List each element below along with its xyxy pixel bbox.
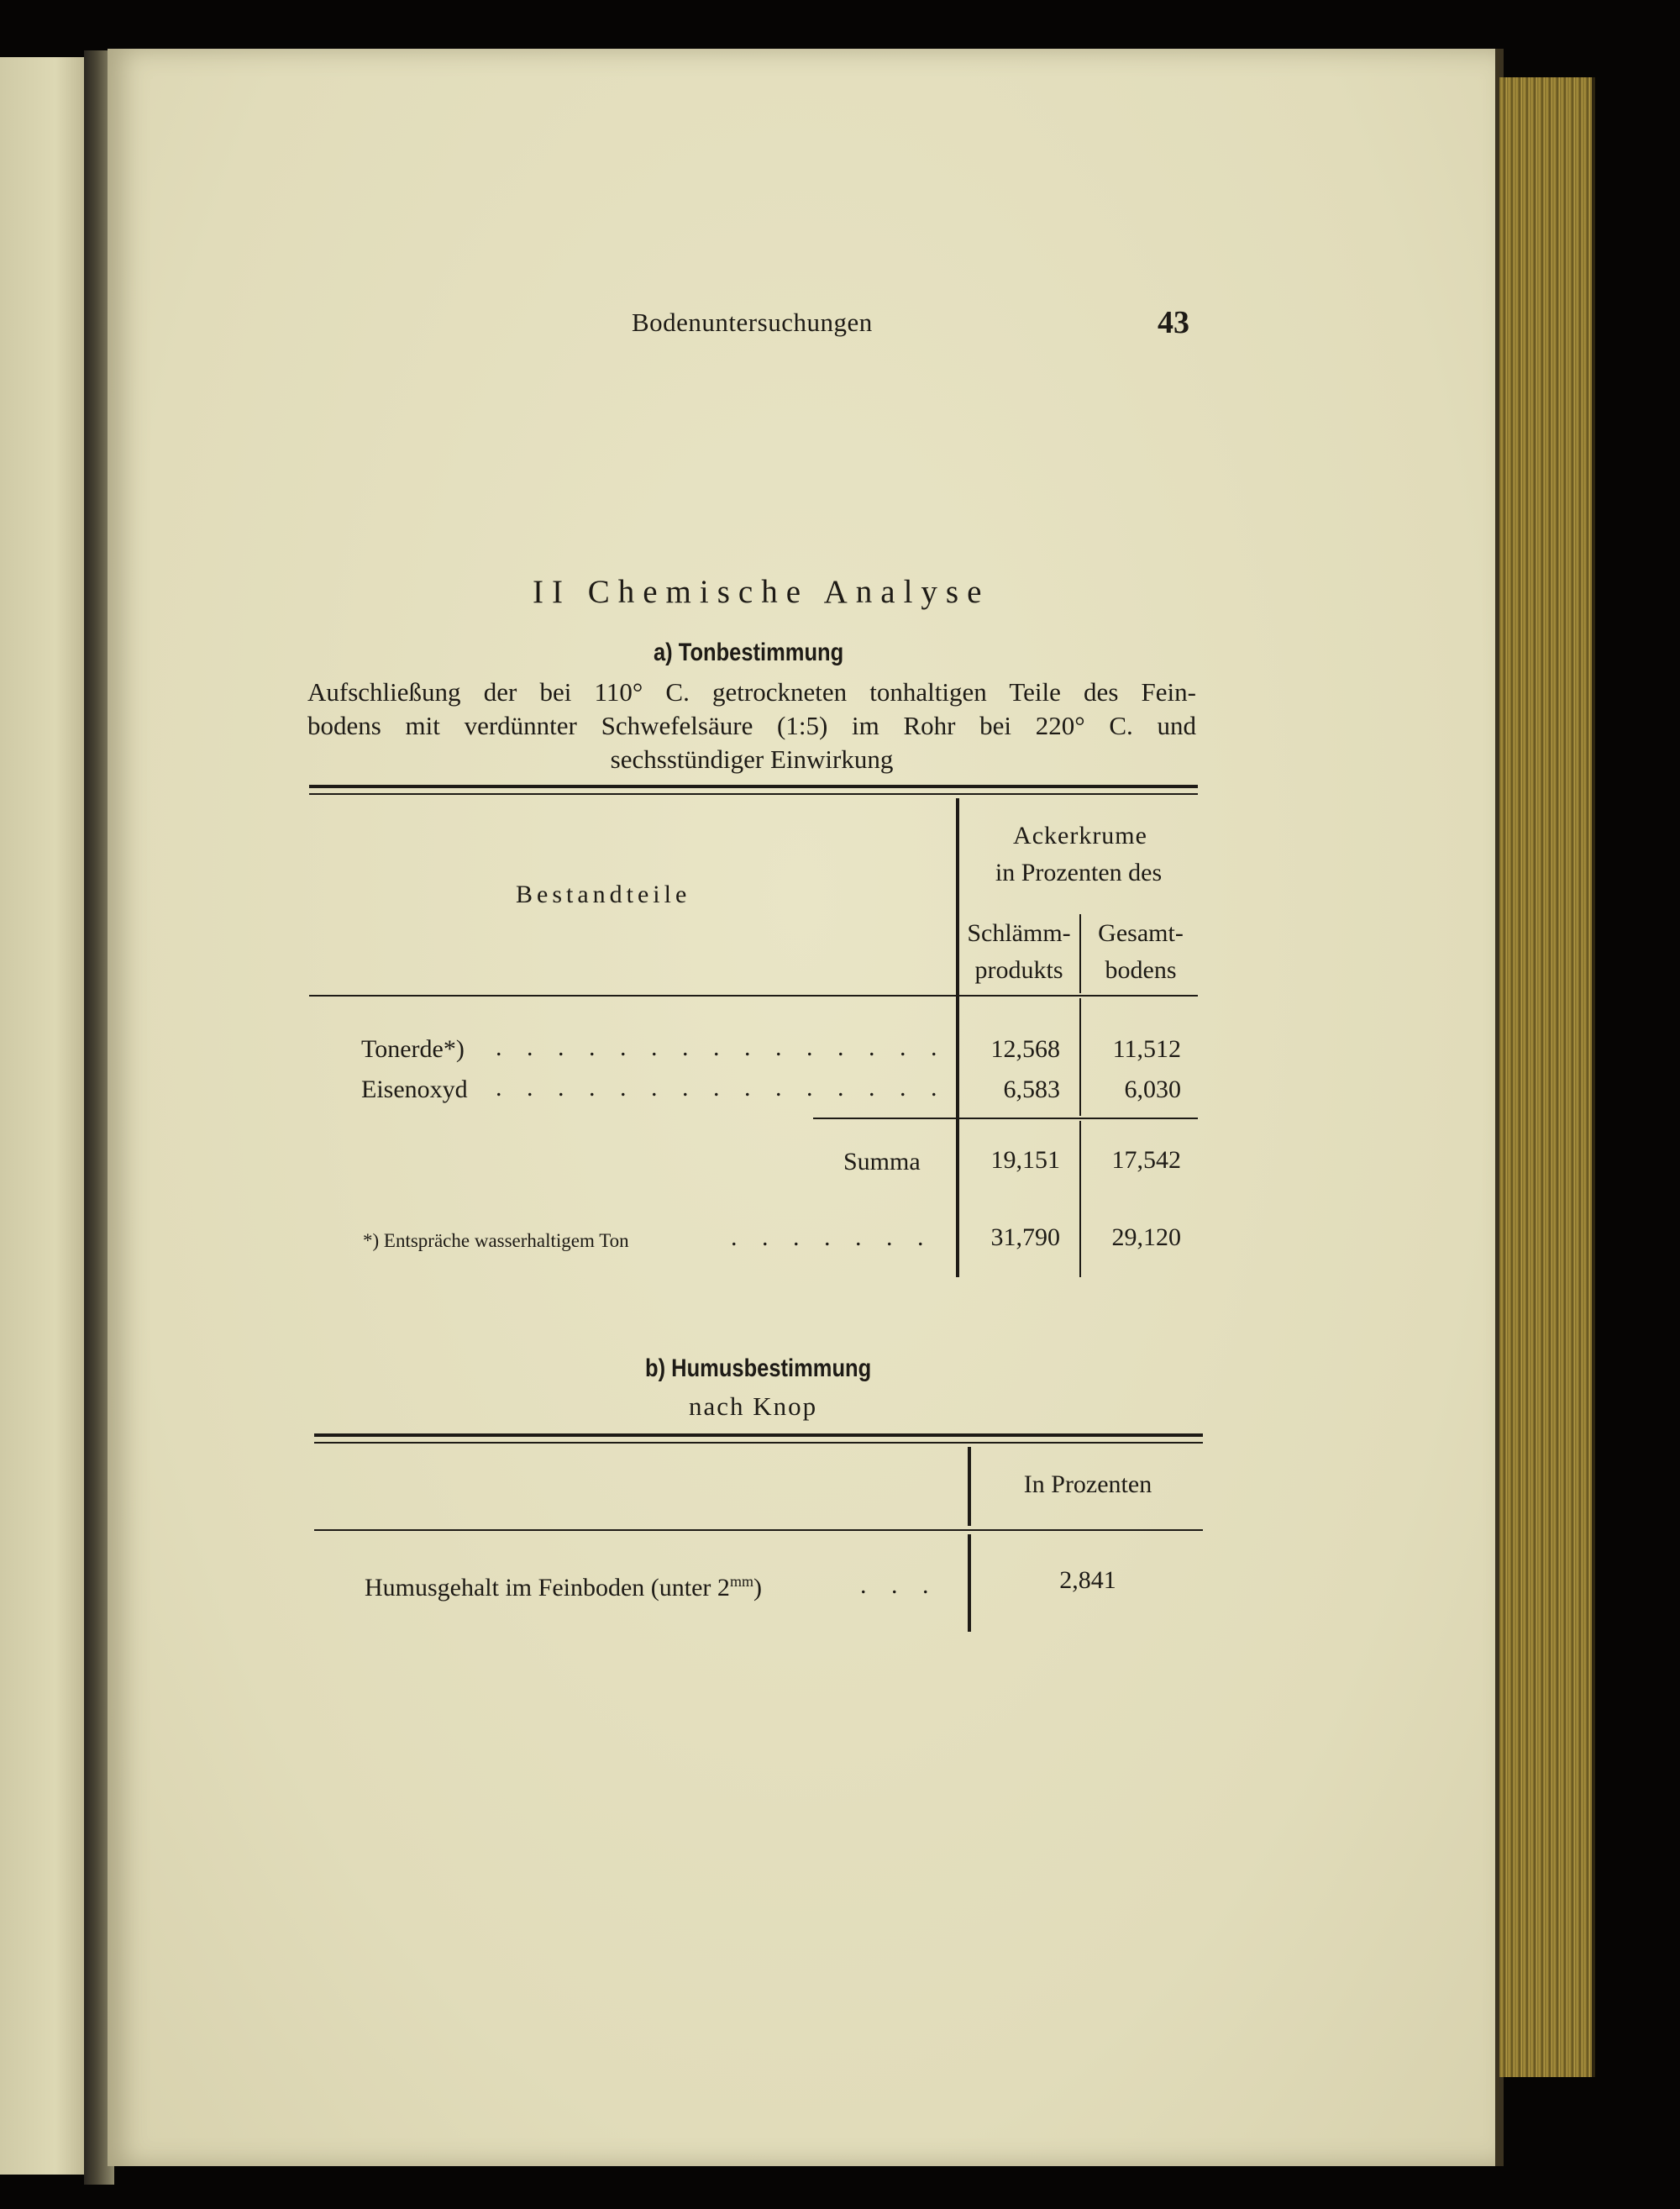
page-stack-edges	[1499, 77, 1595, 2077]
tonbestimmung-intro	[307, 676, 1196, 776]
column-group-header: Ackerkrume	[1013, 822, 1147, 849]
column-rule	[1079, 1121, 1081, 1277]
row-label-text: Humusgehalt im Feinboden (unter 2	[365, 1574, 730, 1602]
column-rule	[968, 1534, 971, 1632]
table-top-rule	[314, 1433, 1203, 1437]
sum-label: Summa	[843, 1148, 921, 1176]
value-gesamt: 11,512	[1112, 1035, 1181, 1063]
row-label	[365, 1573, 762, 1602]
facing-page-edge	[0, 57, 92, 2175]
row-label: Tonerde*)	[361, 1035, 465, 1063]
value-schlaemm: 12,568	[990, 1035, 1060, 1063]
value-humus: 2,841	[1059, 1566, 1116, 1594]
table-top-rule	[314, 1442, 1203, 1444]
header-rule	[309, 995, 1198, 997]
section-title: II Chemische Analyse	[533, 574, 990, 610]
column-header-gesamt: bodens	[1105, 956, 1177, 984]
tonbestimmung-heading: a) Tonbestimmung	[654, 639, 844, 666]
column-header-schlaemm: Schlämm-	[967, 919, 1071, 947]
humusbestimmung-heading: b) Humusbestimmung	[645, 1354, 872, 1382]
unit-superscript: mm	[729, 1573, 753, 1590]
column-group-subheader: in Prozenten des	[995, 859, 1163, 886]
footnote-label: *) Entspräche wasserhaltigem Ton	[363, 1230, 629, 1251]
leader-dots: . . . . . . . . . . . . . . .	[496, 1033, 947, 1061]
header-rule	[314, 1529, 1203, 1531]
sum-rule	[813, 1118, 1198, 1119]
column-header-prozent: In Prozenten	[1023, 1470, 1152, 1498]
column-header-bestandteile: Bestandteile	[516, 881, 691, 908]
leader-dots: . . . . . . . . . . . . . . .	[496, 1074, 947, 1102]
page	[108, 49, 1495, 2166]
running-head: Bodenuntersuchungen	[632, 308, 873, 337]
row-label: Eisenoxyd	[361, 1076, 468, 1103]
column-rule	[956, 798, 959, 1277]
value-gesamt: 6,030	[1124, 1076, 1181, 1103]
humusbestimmung-subline: nach Knop	[689, 1391, 818, 1421]
table-top-rule	[309, 793, 1198, 795]
value-gesamt: 17,542	[1111, 1146, 1181, 1174]
column-rule	[968, 1447, 971, 1526]
row-label-close: )	[753, 1574, 762, 1602]
intro-line: sechsstündiger Einwirkung	[610, 744, 894, 774]
table-top-rule	[309, 785, 1198, 788]
intro-line: Aufschließung der bei 110° C. getrockneten tonhaltigen Teile des Fein-	[307, 677, 1196, 707]
column-rule	[1079, 998, 1081, 1116]
leader-dots: . . .	[860, 1571, 938, 1599]
value-gesamt: 29,120	[1111, 1223, 1181, 1251]
value-schlaemm: 6,583	[1003, 1076, 1060, 1103]
column-header-gesamt: Gesamt-	[1098, 919, 1184, 947]
leader-dots: . . . . . . .	[731, 1223, 933, 1251]
value-schlaemm: 31,790	[990, 1223, 1060, 1251]
intro-line: bodens mit verdünnter Schwefelsäure (1:5) im Rohr bei 220° C. und	[307, 711, 1196, 740]
column-header-schlaemm: produkts	[974, 956, 1063, 984]
page-number: 43	[1158, 305, 1189, 340]
value-schlaemm: 19,151	[990, 1146, 1060, 1174]
column-rule	[1079, 914, 1081, 993]
